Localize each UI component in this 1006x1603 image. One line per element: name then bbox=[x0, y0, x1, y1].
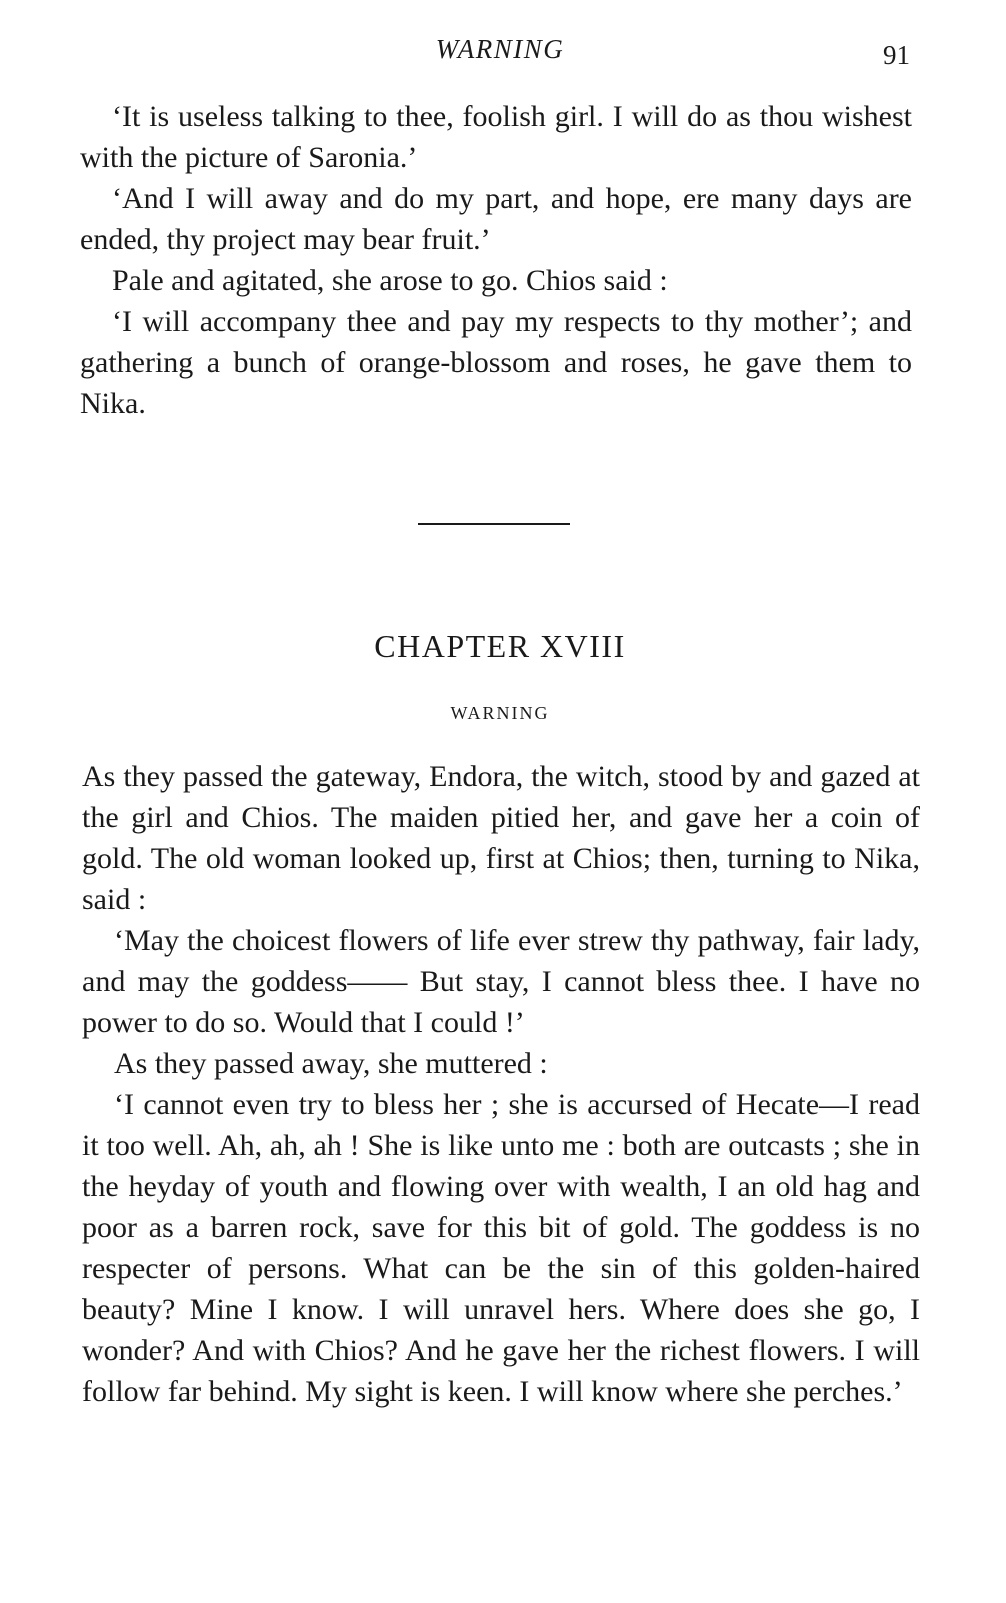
preceding-text bbox=[80, 96, 912, 424]
paragraph: ‘May the choicest flowers of life ever strew thy pathway, fair lady, and may the goddess—— But stay, I cannot bless thee. I have no power to do so. Would that I could !’ bbox=[82, 924, 920, 1039]
paragraph: As they passed away, she muttered : bbox=[114, 1047, 548, 1080]
chapter-heading: CHAPTER XVIII bbox=[374, 628, 626, 664]
section-divider bbox=[418, 523, 570, 525]
chapter-text bbox=[82, 756, 920, 1412]
paragraph: ‘I will accompany thee and pay my respects to thy mother’; and gathering a bunch of orange-blossom and roses, he gave them to Nika. bbox=[80, 305, 912, 420]
paragraph: ‘It is useless talking to thee, foolish girl. I will do as thou wishest with the picture of Saronia.’ bbox=[80, 100, 912, 174]
paragraph: ‘And I will away and do my part, and hope, ere many days are ended, thy project may bear fruit.’ bbox=[80, 182, 912, 256]
running-header bbox=[0, 34, 1006, 74]
paragraph: ‘I cannot even try to bless her ; she is accursed of Hecate—I read it too well. Ah, ah, ah ! She is like unto me : both are outcasts ; she in the heyday of youth and flowing over with wealth, I an old hag and poor as a barren rock, save for this bit of gold. The goddess is no respecter of persons. What can be the sin of this golden-haired beauty? Mine I know. I will unravel hers. Where does she go, I wonder? And with Chios? And he gave her the richest flowers. I will follow far behind. My sight is keen. I will know where she perches.’ bbox=[82, 1088, 920, 1408]
running-title: WARNING bbox=[435, 34, 565, 64]
paragraph: Pale and agitated, she arose to go. Chios said : bbox=[112, 264, 668, 297]
chapter-subtitle: WARNING bbox=[450, 703, 550, 723]
page-number: 91 bbox=[883, 40, 910, 70]
paragraph: As they passed the gateway, Endora, the witch, stood by and gazed at the girl and Chios. The maiden pitied her, and gave her a coin of gold. The old woman looked up, first at Chios; then, turning to Nika, said : bbox=[82, 760, 920, 916]
